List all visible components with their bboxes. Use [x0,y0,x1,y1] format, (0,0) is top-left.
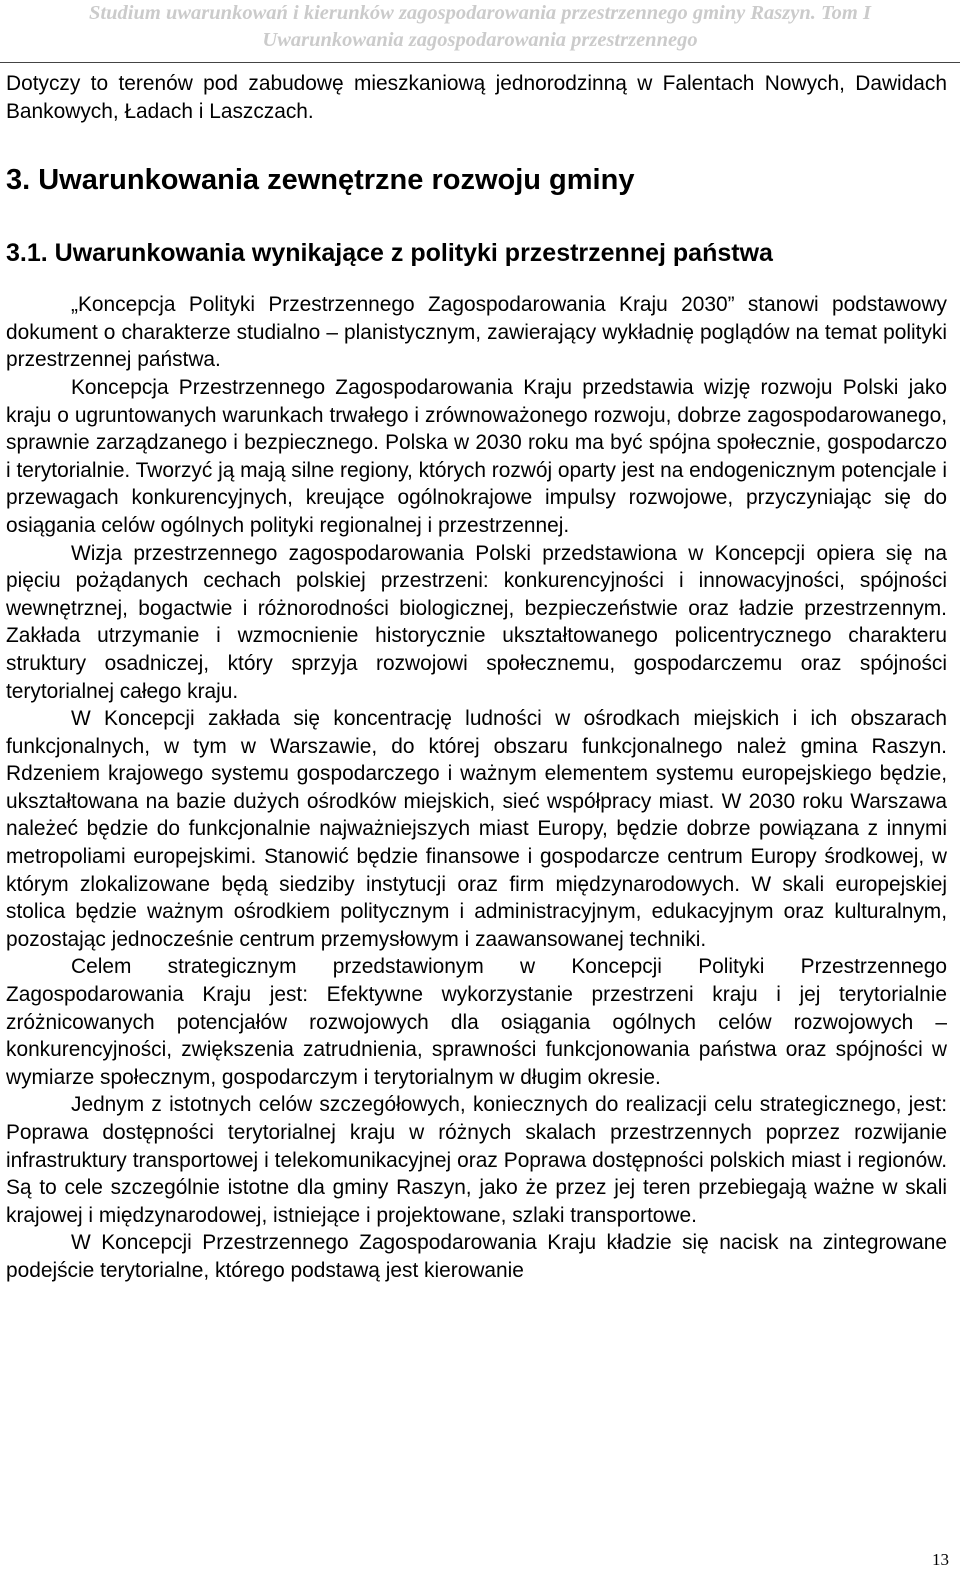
spacer [6,198,947,237]
header-title: Studium uwarunkowań i kierunków zagospodarowania przestrzennego gminy Raszyn. Tom I [89,2,871,24]
body-paragraph: Wizja przestrzennego zagospodarowania Polski przedstawiona w Koncepcji opiera się na pięciu pożądanych cechach polskiej przestrzeni: konkurencyjności i innowacyjności, spójności wewnętrznej, bogactwie i różnorodności biologicznej, bezpieczeństwie oraz ładzie przestrzennym. Zakłada utrzymanie i wzmocnienie historycznie ukształtowanego policentrycznego charakteru struktury osadniczej, który sprzyja rozwojowi społecznemu, gospodarczemu oraz spójności terytorialnej całego kraju. [6,541,947,703]
intro-paragraph: Dotyczy to terenów pod zabudowę mieszkaniową jednorodzinną w Falentach Nowych, Dawidach Bankowych, Ładach i Laszczach. [6,72,947,123]
body-paragraph: „Koncepcja Polityki Przestrzennego Zagospodarowania Kraju 2030” stanowi podstawowy dokument o charakterze studialno – planistycznym, zawierający wykładnię poglądów na temat polityki przestrzennej państwa. [6,293,947,372]
body-paragraph: Koncepcja Przestrzennego Zagospodarowania Kraju przedstawia wizję rozwoju Polski jako kraju o ugruntowanych warunkach trwałego i zrównoważonego rozwoju, dobrze zagospodarowanego, sprawnie zarządzanego i bezpiecznego. Polska w 2030 roku ma być spójna społecznie, gospodarczo i terytorialnie. Tworzyć ją mają silne regiony, których rozwój oparty jest na endogenicznym potencjale i przewagach konkurencyjnych, kreujące ogólnokrajowe impulsy rozwojowe, przyczyniając się do osiągania celów ogólnych polityki regionalnej i przestrzennej. [6,375,947,537]
body-paragraph: Jednym z istotnych celów szczegółowych, koniecznych do realizacji celu strategicznego, jest: Poprawa dostępności terytorialnej kraju w różnych skalach przestrzennych poprzez rozwijanie infrastruktury transportowej i telekomunikacyjnej oraz Poprawa dostępności polskich miast i regionów. Są to cele szczególnie istotne dla gminy Raszyn, jako że przez jej teren przebiegają ważne w skali krajowej i międzynarodowej, istniejące i projektowane, szlaki transportowe. [6,1093,947,1227]
subsection-heading: 3.1. Uwarunkowania wynikające z polityki przestrzennej państwa [6,239,773,268]
body-paragraph: W Koncepcji Przestrzennego Zagospodarowania Kraju kładzie się nacisk na zintegrowane podejście terytorialne, którego podstawą jest kierowanie [6,1231,947,1282]
page-number: 13 [932,1550,949,1569]
header-divider [0,62,960,63]
document-body [6,70,947,1285]
body-paragraph: Celem strategicznym przedstawionym w Koncepcji Polityki Przestrzennego Zagospodarowania Kraju jest: Efektywne wykorzystanie przestrzeni kraju i jej terytorialnie zróżnicowanych potencjałów rozwojowych dla osiągania ogólnych celów rozwojowych – konkurencyjności, zwiększenia zatrudnienia, sprawności funkcjonowania państwa oraz spójności w wymiarze społecznym, gospodarczym i terytorialnym w długim okresie. [6,955,947,1089]
section-heading: 3. Uwarunkowania zewnętrzne rozwoju gminy [6,164,635,197]
spacer [6,269,947,291]
body-paragraph: W Koncepcji zakłada się koncentrację ludności w ośrodkach miejskich i ich obszarach funkcjonalnych, w tym w Warszawie, do której obszaru funkcjonalnego należ gmina Raszyn. Rdzeniem krajowego systemu gospodarczego i ważnym elementem systemu europejskiego będzie, ukształtowana na bazie dużych ośrodków miejskich, sieć współpracy miast. W 2030 roku Warszawa należeć będzie do funkcjonalnie najważniejszych miast Europy, będzie dobrze powiązana z innymi metropoliami europejskimi. Stanowić będzie finansowe i gospodarcze centrum Europy środkowej, w którym zlokalizowane będą siedziby instytucji oraz firm międzynarodowych. W skali europejskiej stolica będzie ważnym ośrodkiem politycznym i administracyjnym, edukacyjnym oraz kulturalnym, pozostając jednocześnie centrum przemysłowym i zaawansowanej techniki. [6,707,947,951]
spacer [6,125,947,162]
header-subtitle: Uwarunkowania zagospodarowania przestrzennego [262,29,698,51]
running-header [0,0,960,60]
